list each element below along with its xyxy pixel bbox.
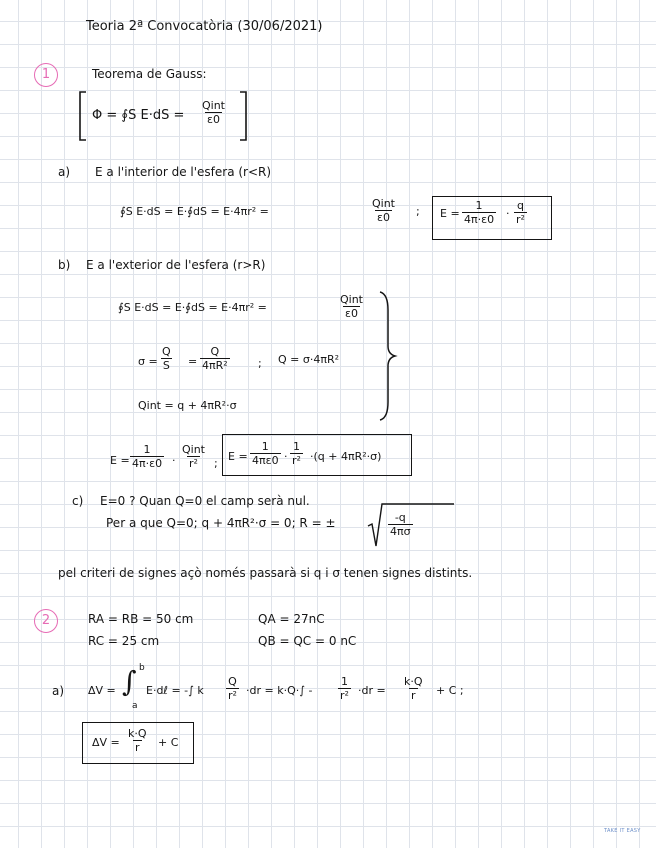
part-b-box-tail: ·(q + 4πR²·σ) — [310, 450, 382, 463]
part-b-result-lhs: E = — [110, 454, 130, 467]
charge-bc: QB = QC = 0 nC — [258, 634, 357, 648]
potential-tail: + C ; — [436, 684, 464, 697]
separator: ; — [416, 205, 420, 218]
q2-result-lhs: ΔV = — [92, 736, 120, 749]
part-b-box-lhs: E = — [228, 450, 248, 463]
sigma-num-2: Q — [210, 345, 220, 358]
part-a-label: a) — [58, 165, 71, 179]
part-b-num-1: Qint — [340, 293, 363, 306]
sqrt-den: 4πσ — [390, 524, 411, 538]
part-a-den: ε0 — [377, 210, 390, 224]
sqrt-fraction — [388, 512, 413, 537]
gauss-law-fraction — [200, 100, 227, 125]
sigma-den-2: 4πR² — [202, 358, 228, 372]
question-number-2: 2 — [34, 609, 58, 633]
dot-operator: · — [506, 207, 510, 220]
part-a-result-frac2 — [514, 200, 527, 225]
part-b-result-num2: Qint — [182, 443, 205, 456]
potential-frac-3 — [402, 676, 425, 701]
part-b-label: b) — [58, 258, 71, 272]
potential-den-2: r² — [340, 688, 349, 702]
potential-frac-2 — [338, 676, 351, 701]
part-a-fraction — [370, 198, 397, 223]
part-b-result-frac1 — [130, 444, 164, 469]
q2-result-num: k·Q — [128, 727, 147, 740]
dot-operator: · — [284, 450, 288, 463]
charge-equation: Q = σ·4πR² — [278, 353, 340, 366]
potential-part-2: ·dr = k·Q·∫ - — [246, 684, 313, 697]
potential-frac-1 — [226, 676, 239, 701]
qint-equation: Qint = q + 4πR²·σ — [138, 399, 237, 412]
sigma-frac-1 — [160, 346, 173, 371]
charge-a: QA = 27nC — [258, 612, 325, 626]
q2-result-frac — [126, 728, 149, 753]
q2-result-tail: + C — [158, 736, 179, 749]
part-a-result-num1: 1 — [475, 199, 483, 212]
page-title: Teoria 2ª Convocatòria (30/06/2021) — [86, 19, 323, 34]
part-b-den-1: ε0 — [345, 306, 358, 320]
part-b-box-num1: 1 — [261, 440, 269, 453]
gauss-law-den: ε0 — [207, 112, 220, 126]
potential-num-2: 1 — [340, 675, 348, 688]
part-a-result-lhs: E = — [440, 207, 460, 220]
part-b-text: E a l'exterior de l'esfera (r>R) — [86, 258, 266, 272]
part-c-conclusion: pel criteri de signes açò només passarà si q i σ tenen signes distints. — [58, 566, 473, 580]
potential-part-3: ·dr = — [358, 684, 386, 697]
gauss-law-num: Qint — [202, 99, 225, 112]
system-brace — [378, 290, 398, 422]
part-b-result-frac2 — [180, 444, 207, 469]
part-a-result-frac1 — [462, 200, 496, 225]
part-a-result-num2: q — [516, 199, 524, 212]
sigma-frac-2 — [200, 346, 230, 371]
gauss-law-lhs: Φ = ∮S E·dS = — [92, 108, 185, 123]
part-b-result-den1: 4π·ε0 — [132, 456, 163, 470]
part-b-fraction-1 — [338, 294, 365, 319]
part-c-line-1: E=0 ? Quan Q=0 el camp serà nul. — [100, 494, 310, 508]
potential-num-1: Q — [228, 675, 237, 688]
potential-lhs: ΔV = — [88, 684, 116, 697]
part-b-result-den2: r² — [189, 456, 198, 470]
part-a-result-den1: 4π·ε0 — [464, 212, 495, 226]
part-b-equation-1: ∮S E·dS = E·∮dS = E·4πr² = — [118, 301, 267, 314]
integral-sign: ∫ — [122, 665, 137, 698]
part-b-box-den1: 4πε0 — [252, 453, 279, 467]
part-c-line-2: Per a que Q=0; q + 4πR²·σ = 0; R = ± — [106, 516, 336, 530]
question-number-1: 1 — [34, 63, 58, 87]
q2-result-den: r — [135, 740, 140, 754]
part-a-text: E a l'interior de l'esfera (r<R) — [95, 165, 272, 179]
potential-den-1: r² — [228, 688, 237, 702]
separator: ; — [258, 357, 262, 370]
potential-num-3: k·Q — [404, 675, 423, 688]
dot-operator: · — [172, 454, 176, 467]
equals-sign: = — [188, 355, 198, 368]
integral-lower-limit: a — [132, 701, 138, 711]
radii-ab: RA = RB = 50 cm — [88, 612, 194, 626]
part-b-box-num2: 1 — [292, 440, 300, 453]
q2-part-a-label: a) — [52, 684, 65, 698]
part-b-box-den2: r² — [292, 453, 301, 467]
sqrt-num: -q — [394, 511, 406, 524]
gauss-title: Teorema de Gauss: — [92, 67, 207, 81]
integral-upper-limit: b — [139, 663, 145, 673]
part-a-num: Qint — [372, 197, 395, 210]
separator: ; — [214, 457, 218, 470]
part-a-equation: ∮S E·dS = E·∮dS = E·4πr² = — [120, 205, 269, 218]
sigma-den-1: S — [162, 358, 170, 372]
sigma-lhs: σ = — [138, 355, 158, 368]
part-a-result-den2: r² — [516, 212, 525, 226]
watermark: TAKE IT EASY — [604, 828, 641, 834]
part-b-box-frac1 — [250, 441, 281, 466]
potential-den-3: r — [411, 688, 416, 702]
part-b-box-frac2 — [290, 441, 303, 466]
part-b-result-num1: 1 — [143, 443, 151, 456]
sigma-num-1: Q — [162, 345, 171, 358]
part-c-label: c) — [72, 494, 84, 508]
potential-part-1: E·dℓ = -∫ k — [146, 684, 204, 697]
radius-c: RC = 25 cm — [88, 634, 160, 648]
